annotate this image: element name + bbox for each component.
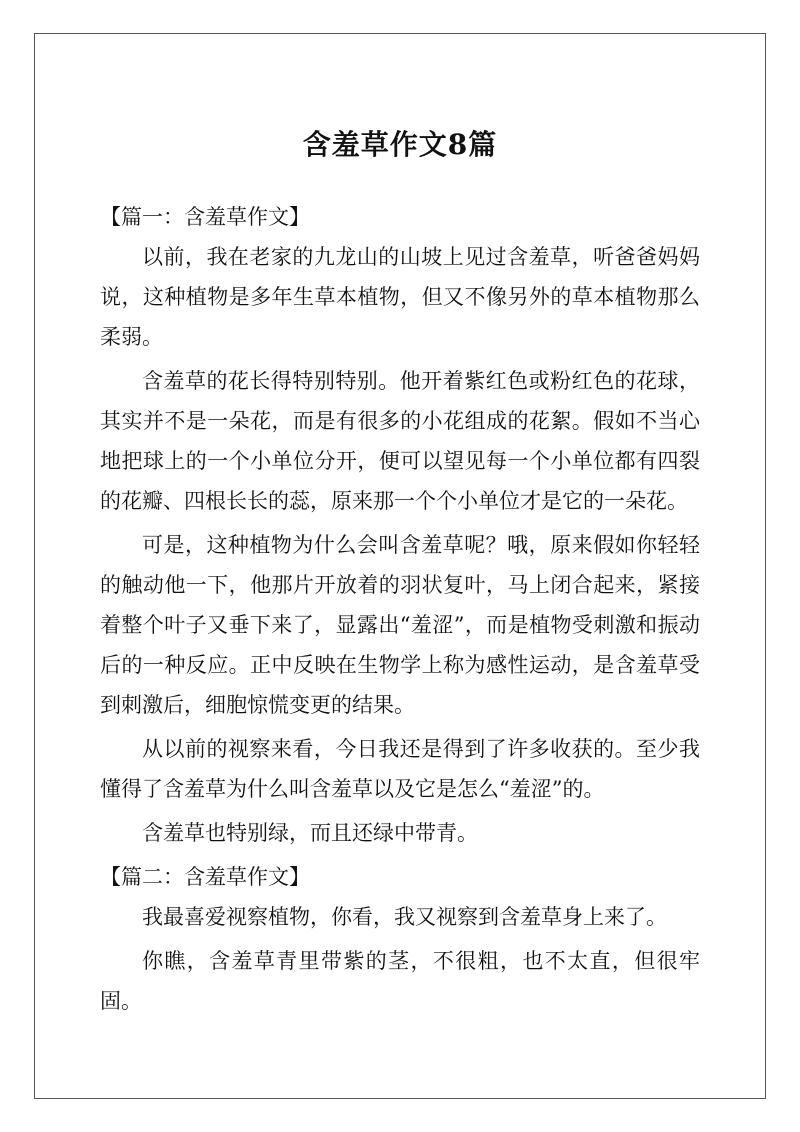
paragraph: 从以前的视察来看，今日我还是得到了许多收获的。至少我懂得了含羞草为什么叫含羞草以及它是怎么“羞涩”的。 xyxy=(100,737,700,801)
section-2 xyxy=(100,857,700,1021)
paragraph: 以前，我在老家的九龙山的山坡上见过含羞草，听爸爸妈妈说，这种植物是多年生草本植物，但又不像另外的草本植物那么柔弱。 xyxy=(100,245,700,349)
paragraph: 含羞草也特别绿，而且还绿中带青。 xyxy=(142,821,478,845)
paragraph: 你瞧，含羞草青里带紫的茎，不很粗，也不太直，但很牢固。 xyxy=(100,949,700,1013)
paragraph: 可是，这种植物为什么会叫含羞草呢？哦，原来假如你轻轻的触动他一下，他那片开放着的羽状复叶，马上闭合起来，紧接着整个叶子又垂下来了，显露出“羞涩”，而是植物受刺激和振动后的一种反应。正中反映在生物学上称为感性运动，是含羞草受到刺激后，细胞惊慌变更的结果。 xyxy=(100,533,700,717)
section-heading: 【篇二：含羞草作文】 xyxy=(100,865,310,889)
paragraph: 含羞草的花长得特别特别。他开着紫红色或粉红色的花球，其实并不是一朵花，而是有很多的小花组成的花絮。假如不当心地把球上的一个小单位分开，便可以望见每一个小单位都有四裂的花瓣、四根长长的蕊，原来那一个个小单位才是它的一朵花。 xyxy=(100,369,700,513)
section-heading: 【篇一：含羞草作文】 xyxy=(100,205,310,229)
paragraph: 我最喜爱视察植物，你看，我又视察到含羞草身上来了。 xyxy=(142,905,667,929)
section-1 xyxy=(100,197,700,853)
document-body xyxy=(100,125,700,1025)
document-title: 含羞草作文8篇 xyxy=(302,128,498,161)
